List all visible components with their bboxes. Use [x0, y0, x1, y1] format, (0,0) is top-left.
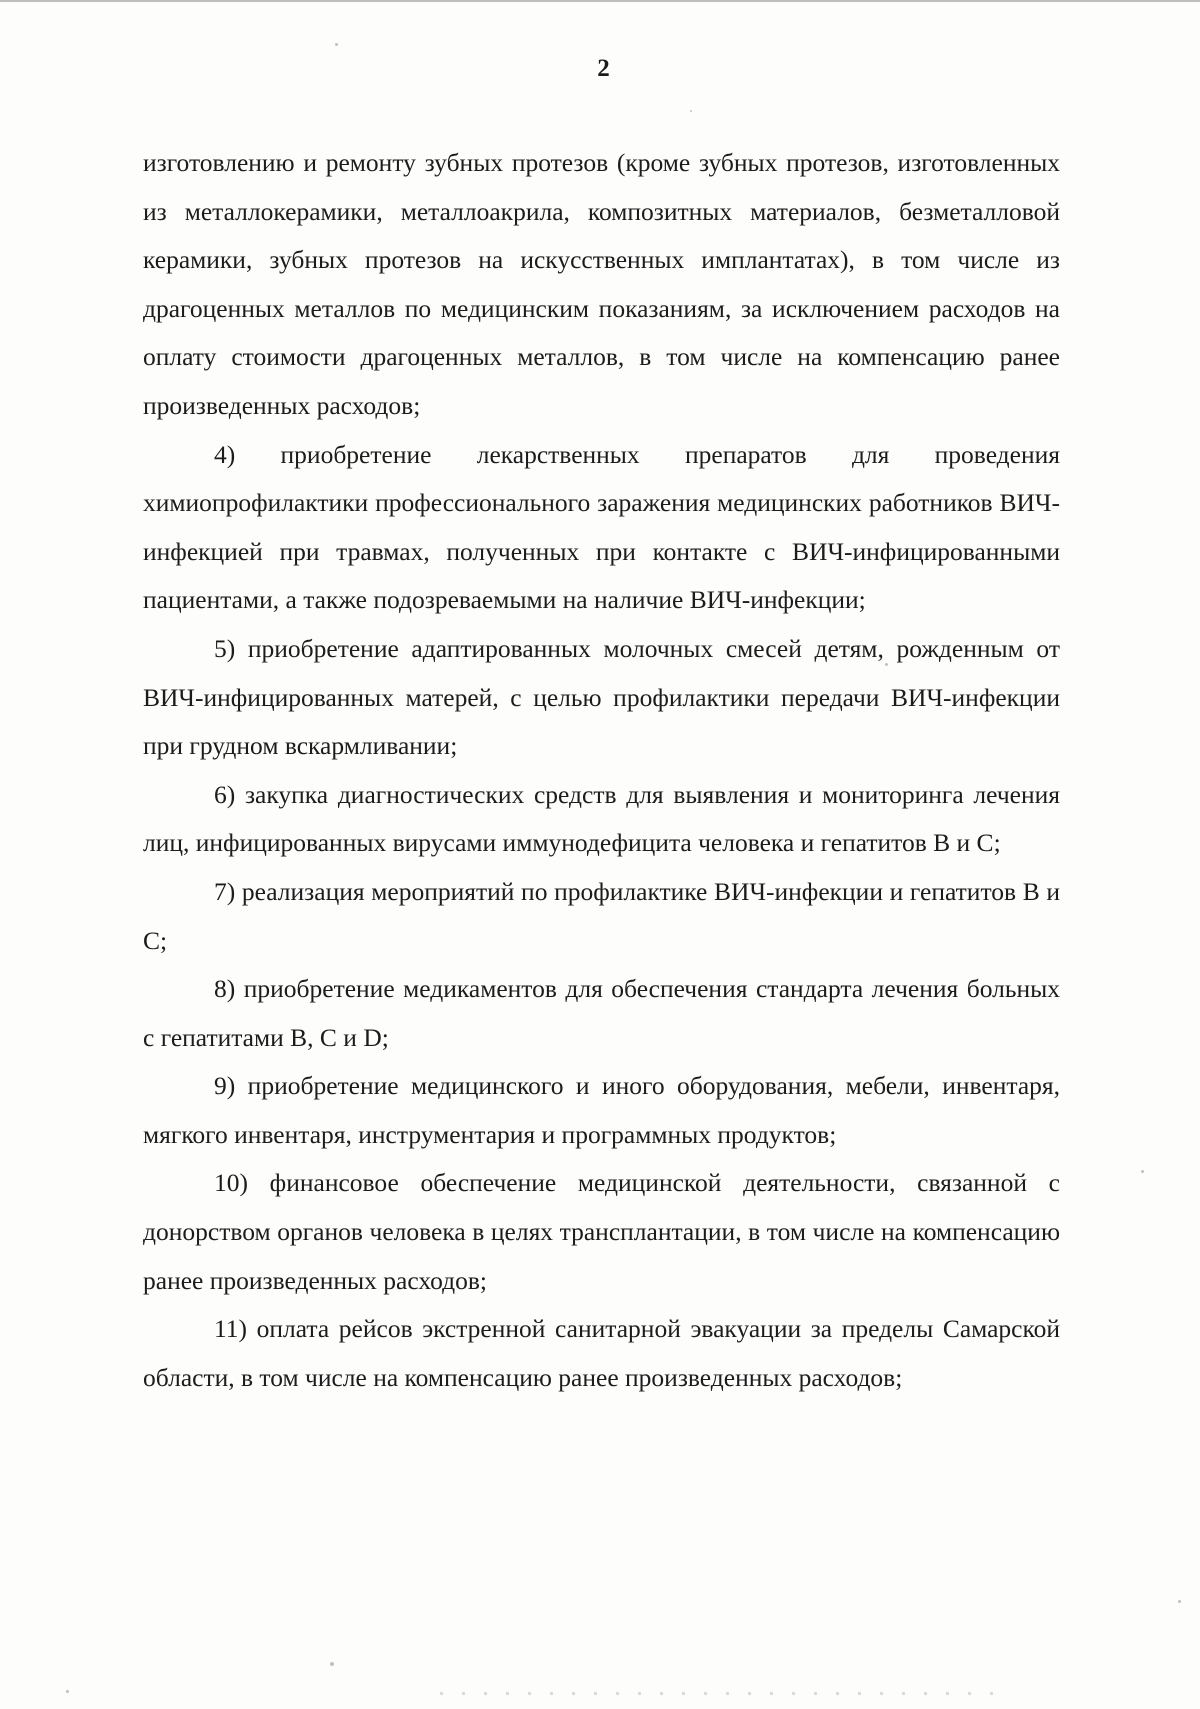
scan-speck: [330, 1662, 334, 1666]
list-item-7: 7) реализация мероприятий по профилактике ВИЧ-инфекции и гепатитов В и С;: [143, 876, 1060, 955]
list-item-5: 5) приобретение адаптированных молочных смесей детям, рожденным от ВИЧ-инфицированных матерей, с целью профилактики передачи ВИЧ-инфекции при грудном вскармливании;: [143, 633, 1060, 761]
paragraph-continuation: изготовлению и ремонту зубных протезов (кроме зубных протезов, изготовленных из металлокерамики, металлоакрила, композитных материалов, безметалловой керамики, зубных протезов на искусственных имплантатах), в том числе из драгоценных металлов по медицинским показаниям, за исключением расходов на оплату стоимости драгоценных металлов, в том числе на компенсацию ранее произведенных расходов;: [143, 148, 1060, 420]
list-item-11: 11) оплата рейсов экстренной санитарной эвакуации за пределы Самарской области, в том числе на компенсацию ранее произведенных расходов;: [143, 1314, 1060, 1392]
list-item-4: 4) приобретение лекарственных препаратов для проведения химиопрофилактики профессионального заражения медицинских работников ВИЧ-инфекцией при травмах, полученных при контакте с ВИЧ-инфицированными пациентами, а также подозреваемыми на наличие ВИЧ-инфекции;: [143, 439, 1060, 615]
scan-speck: [690, 110, 692, 112]
scan-speck: [1178, 1600, 1181, 1603]
scan-noise-strip: [440, 1692, 1000, 1695]
scan-speck: [66, 1690, 69, 1693]
list-item-6: 6) закупка диагностических средств для выявления и мониторинга лечения лиц, инфицированных вирусами иммунодефицита человека и гепатитов В и С;: [143, 779, 1060, 858]
list-item-9: 9) приобретение медицинского и иного оборудования, мебели, инвентаря, мягкого инвентаря, инструментария и программных продуктов;: [143, 1071, 1060, 1149]
scan-speck: [335, 43, 338, 46]
list-item-8: 8) приобретение медикаментов для обеспечения стандарта лечения больных с гепатитами B, C и D;: [143, 974, 1060, 1052]
list-item-10: 10) финансовое обеспечение медицинской деятельности, связанной с донорством органов человека в целях трансплантации, в том числе на компенсацию ранее произведенных расходов;: [143, 1168, 1060, 1295]
page-number: 2: [597, 55, 610, 82]
scan-speck: [885, 663, 888, 666]
scan-edge-line: [0, 0, 1200, 2]
scan-speck: [1141, 1170, 1144, 1173]
document-body: [143, 139, 1060, 1402]
